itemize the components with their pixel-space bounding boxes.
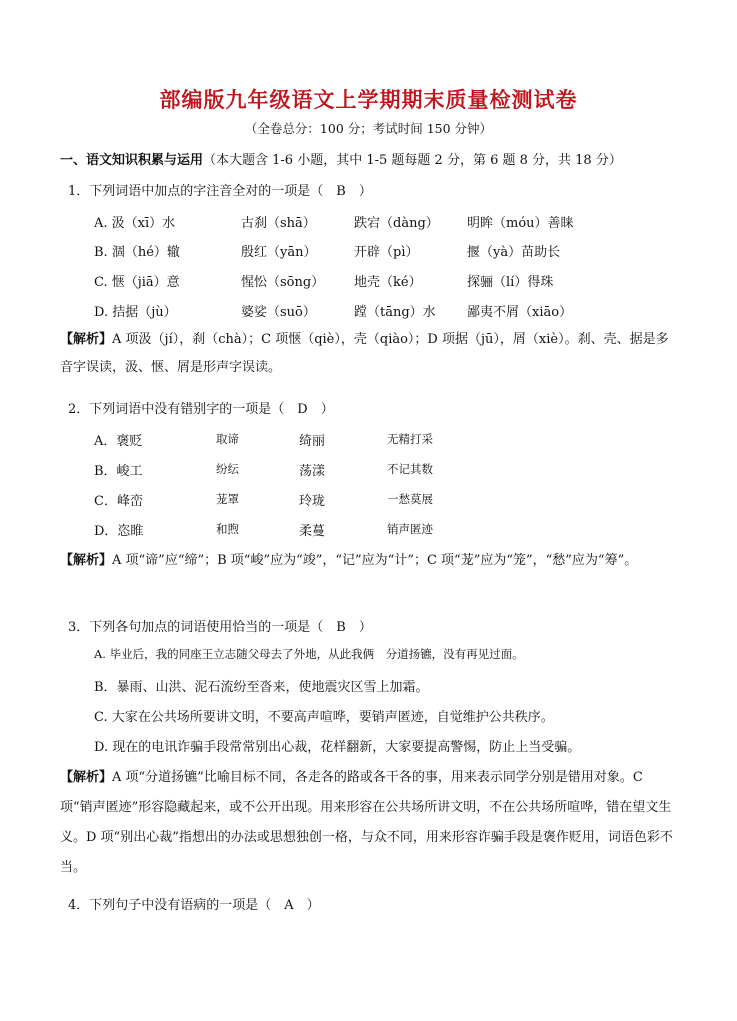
q1-option-a-word-1: A. 汲（xī）水 <box>94 216 176 231</box>
section-heading-title: 一、语文知识积累与运用 <box>60 153 204 168</box>
question-1-stem: 1．下列词语中加点的字注音全对的一项是（ B ） <box>68 184 372 199</box>
q1-option-b-word-3: 开辟（pì） <box>354 245 419 260</box>
q2-option-d-word-4: 销声匿迹 <box>387 522 433 536</box>
q2-option-b-word-4: 不记其数 <box>387 462 433 476</box>
page-subtitle: （全卷总分：100 分；考试时间 150 分钟） <box>244 121 493 136</box>
q1-option-d-word-4: 鄙夷不屑（xiāo） <box>467 305 573 320</box>
q3-option-c: C. 大家在公共场所要讲文明，不要高声喧哗，要销声匿迹，自觉维护公共秩序。 <box>94 710 554 725</box>
q3-option-b: B．暴雨、山洪、泥石流纷至沓来，使地震灾区雪上加霜。 <box>94 680 429 695</box>
q2-option-d-word-1: D．恣睢 <box>94 524 144 539</box>
q3-analysis-text: A 项“分道扬镳”比喻目标不同，各走各的路或各干各的事，用来表示同学分别是错用对象。C 项“销声匿迹”形容隐藏起来，或不公开出现。用来形容在公共场所讲文明，不在公共场所喧哗，错在望文生义。D 项“别出心裁”指想出的办法或思想独创一格，与众不同，用来形容诈骗手段是褒作贬用，词语色彩不当。 <box>60 770 673 875</box>
q1-option-c-word-4: 探骊（lí）得珠 <box>467 275 554 290</box>
q2-option-a-word-2: 取谛 <box>216 432 239 446</box>
section-heading <box>60 149 622 168</box>
question-3-analysis <box>60 763 675 883</box>
question-1-analysis <box>60 326 675 382</box>
q1-option-a-word-4: 明眸（móu）善睐 <box>467 216 574 231</box>
q2-option-b-word-3: 荡漾 <box>299 464 326 479</box>
q2-option-c-word-2: 茏罩 <box>216 492 239 506</box>
q1-option-a-word-2: 古刹（shā） <box>241 216 316 231</box>
q1-option-d-word-1: D. 拮据（jù） <box>94 305 177 320</box>
q1-analysis-text: A 项汲（jí），刹（chà）；C 项惬（qiè），壳（qiào）；D 项据（jū），屑（xiè）。刹、壳、据是多音字误读，汲、惬、屑是形声字误读。 <box>60 332 669 375</box>
q1-analysis-label: 【解析】 <box>60 332 113 347</box>
q2-option-b-word-1: B．峻工 <box>94 464 143 479</box>
q3-option-a: A. 毕业后，我的同座王立志随父母去了外地，从此我俩 分道扬镳，没有再见过面。 <box>94 647 524 661</box>
q1-option-c-word-1: C. 惬（jiā）意 <box>94 275 180 290</box>
q3-analysis-label: 【解析】 <box>60 770 113 785</box>
question-3-stem: 3．下列各句加点的词语使用恰当的一项是（ B ） <box>68 620 372 635</box>
q1-option-c-word-2: 惺忪（sōng） <box>241 275 325 290</box>
q1-option-b-word-2: 殷红（yān） <box>241 245 317 260</box>
section-heading-note: （本大题含 1-6 小题，其中 1-5 题每题 2 分，第 6 题 8 分，共 18 分） <box>203 153 622 168</box>
question-2-stem: 2．下列词语中没有错别字的一项是（ D ） <box>68 402 334 417</box>
q1-option-d-word-3: 蹚（tāng）水 <box>354 305 436 320</box>
q3-option-d: D. 现在的电讯诈骗手段常常别出心裁，花样翻新，大家要提高警惕，防止上当受骗。 <box>94 740 581 755</box>
q1-option-d-word-2: 婆娑（suō） <box>241 305 316 320</box>
q2-option-c-word-3: 玲珑 <box>299 494 326 509</box>
q2-analysis-text: A 项“谛”应“缔”；B 项“峻”应为“竣”，“记”应为“计”；C 项“茏”应为“笼”，“愁”应为“筹”。 <box>112 553 638 568</box>
q2-option-d-word-3: 柔蔓 <box>299 524 326 539</box>
q2-option-a-word-1: A．褒贬 <box>94 434 143 449</box>
q2-option-b-word-2: 纷纭 <box>216 462 239 476</box>
q1-option-c-word-3: 地壳（ké） <box>354 275 422 290</box>
page-title: 部编版九年级语文上学期期末质量检测试卷 <box>159 88 578 112</box>
q1-option-a-word-3: 跌宕（dàng） <box>354 216 439 231</box>
q2-option-a-word-4: 无精打采 <box>387 432 433 446</box>
question-2-analysis <box>60 547 675 575</box>
q1-option-b-word-4: 揠（yà）苗助长 <box>467 245 561 260</box>
q2-option-c-word-1: C．峰峦 <box>94 494 143 509</box>
q2-option-a-word-3: 绮丽 <box>299 434 326 449</box>
q2-option-c-word-4: 一愁莫展 <box>387 492 433 506</box>
q2-analysis-label: 【解析】 <box>60 553 113 568</box>
q1-option-b-word-1: B. 涸（hé）辙 <box>94 245 180 260</box>
question-4-stem: 4．下列句子中没有语病的一项是（ A ） <box>68 898 320 913</box>
q2-option-d-word-2: 和煦 <box>216 522 239 536</box>
